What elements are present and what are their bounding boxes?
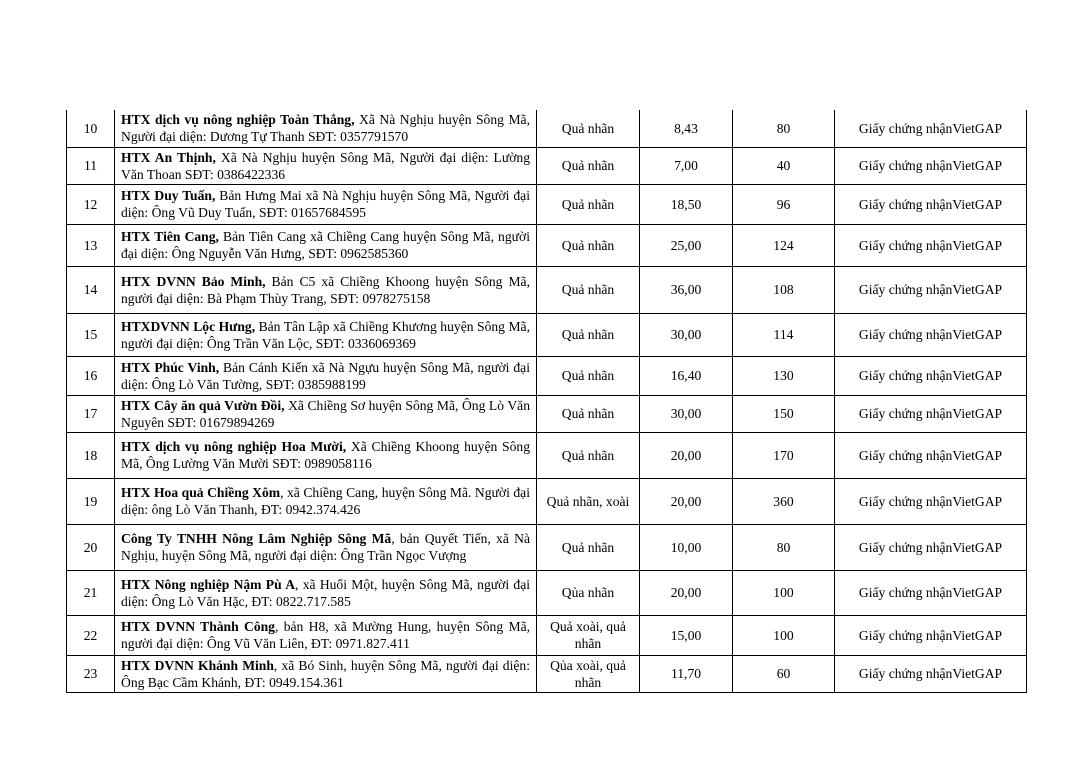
area-value: 18,50 <box>640 184 733 224</box>
area-value: 20,00 <box>640 478 733 524</box>
product: Quả nhãn <box>537 524 640 570</box>
table-row <box>67 395 1027 432</box>
cooperative-description <box>115 524 537 570</box>
cooperative-details: Xã Nà Nghịu huyện Sông Mã, Người đại diện: Dương Tự Thanh SĐT: 0357791570 <box>121 112 530 145</box>
area-value: 10,00 <box>640 524 733 570</box>
area-value: 11,70 <box>640 655 733 692</box>
table-row <box>67 266 1027 313</box>
cooperative-description <box>115 655 537 692</box>
cooperative-description <box>115 184 537 224</box>
cooperative-details: Bản C5 xã Chiềng Khoong huyện Sông Mã, người đại diện: Bà Phạm Thùy Trang, SĐT: 0978275158 <box>121 273 530 306</box>
cooperative-name: HTX DVNN Bảo Minh, <box>121 273 266 289</box>
row-number: 23 <box>67 655 115 692</box>
yield-value: 114 <box>733 313 835 356</box>
product: Quả nhãn <box>537 266 640 313</box>
table-body <box>67 110 1027 692</box>
cooperative-description <box>115 432 537 478</box>
yield-value: 150 <box>733 395 835 432</box>
cooperative-details: Bản Hưng Mai xã Nà Nghịu huyện Sông Mã, Người đại diện: Ông Vũ Duy Tuấn, SĐT: 01657684595 <box>121 188 530 220</box>
yield-value: 80 <box>733 110 835 147</box>
cooperative-description <box>115 478 537 524</box>
row-number: 17 <box>67 395 115 432</box>
product: Quả nhãn <box>537 432 640 478</box>
cooperative-details: , xã Bó Sinh, huyện Sông Mã, người đại diện: Ông Bạc Cầm Khánh, ĐT: 0949.154.361 <box>121 657 530 690</box>
table-row <box>67 147 1027 184</box>
cooperative-details: Xã Chiềng Sơ huyện Sông Mã, Ông Lò Văn Nguyên SĐT: 01679894269 <box>121 397 530 430</box>
area-value: 20,00 <box>640 432 733 478</box>
cooperative-name: HTX Tiên Cang, <box>121 229 219 244</box>
certification: Giấy chứng nhậnVietGAP <box>835 147 1027 184</box>
certification: Giấy chứng nhậnVietGAP <box>835 395 1027 432</box>
certification: Giấy chứng nhậnVietGAP <box>835 266 1027 313</box>
area-value: 16,40 <box>640 356 733 395</box>
yield-value: 124 <box>733 224 835 266</box>
cooperative-name: HTX DVNN Khánh Minh <box>121 657 274 673</box>
product: Quả nhãn <box>537 224 640 266</box>
product: Quả nhãn <box>537 356 640 395</box>
cooperative-name: HTX Phúc Vinh, <box>121 359 220 375</box>
table-row <box>67 184 1027 224</box>
yield-value: 360 <box>733 478 835 524</box>
area-value: 15,00 <box>640 615 733 655</box>
row-number: 13 <box>67 224 115 266</box>
row-number: 20 <box>67 524 115 570</box>
table-row <box>67 478 1027 524</box>
yield-value: 40 <box>733 147 835 184</box>
row-number: 10 <box>67 110 115 147</box>
cooperative-details: Bản Tiên Cang xã Chiềng Cang huyện Sông Mã, người đại diện: Ông Nguyễn Văn Hưng, SĐT: 0962585360 <box>121 229 530 261</box>
yield-value: 100 <box>733 615 835 655</box>
table-row <box>67 110 1027 147</box>
cooperative-details: Bản Tân Lập xã Chiềng Khương huyện Sông Mã, người đại diện: Ông Trần Văn Lộc, SĐT: 0336069369 <box>121 318 530 351</box>
area-value: 20,00 <box>640 570 733 615</box>
certification: Giấy chứng nhậnVietGAP <box>835 478 1027 524</box>
cooperative-details: , xã Huổi Một, huyện Sông Mã, người đại diện: Ông Lò Văn Hặc, ĐT: 0822.717.585 <box>121 576 530 609</box>
cooperative-name: HTX Duy Tuấn, <box>121 188 216 203</box>
table-row <box>67 570 1027 615</box>
product: Quả nhãn <box>537 184 640 224</box>
table-row <box>67 356 1027 395</box>
cooperative-description <box>115 313 537 356</box>
cooperative-description <box>115 266 537 313</box>
product: Quả nhãn <box>537 313 640 356</box>
cooperative-description <box>115 570 537 615</box>
yield-value: 170 <box>733 432 835 478</box>
table-row <box>67 224 1027 266</box>
cooperative-description <box>115 147 537 184</box>
area-value: 36,00 <box>640 266 733 313</box>
certification: Giấy chứng nhậnVietGAP <box>835 313 1027 356</box>
certification: Giấy chứng nhậnVietGAP <box>835 655 1027 692</box>
cooperative-details: Xã Chiềng Khoong huyện Sông Mã, Ông Lường Văn Mười SĐT: 0989058116 <box>121 439 531 471</box>
cooperative-name: HTX Hoa quả Chiềng Xôm <box>121 485 281 500</box>
row-number: 15 <box>67 313 115 356</box>
cooperative-description <box>115 356 537 395</box>
yield-value: 96 <box>733 184 835 224</box>
product: Quả xoài, quả nhãn <box>537 615 640 655</box>
cooperative-description <box>115 224 537 266</box>
yield-value: 80 <box>733 524 835 570</box>
cooperative-details: , bản H8, xã Mường Hung, huyện Sông Mã, người đại diện: Ông Vũ Văn Liên, ĐT: 0971.827.411 <box>121 619 530 651</box>
cooperative-name: HTX dịch vụ nông nghiệp Hoa Mười, <box>121 439 347 454</box>
row-number: 18 <box>67 432 115 478</box>
yield-value: 130 <box>733 356 835 395</box>
area-value: 8,43 <box>640 110 733 147</box>
yield-value: 108 <box>733 266 835 313</box>
area-value: 30,00 <box>640 313 733 356</box>
row-number: 21 <box>67 570 115 615</box>
certification: Giấy chứng nhậnVietGAP <box>835 224 1027 266</box>
yield-value: 100 <box>733 570 835 615</box>
certification: Giấy chứng nhậnVietGAP <box>835 184 1027 224</box>
cooperative-description <box>115 110 537 147</box>
cooperative-description <box>115 615 537 655</box>
row-number: 19 <box>67 478 115 524</box>
area-value: 7,00 <box>640 147 733 184</box>
cooperative-name: HTX An Thịnh, <box>121 149 216 165</box>
table-row <box>67 524 1027 570</box>
product: Quả nhãn <box>537 395 640 432</box>
product: Quả nhãn <box>537 147 640 184</box>
product: Qủa nhãn <box>537 570 640 615</box>
cooperative-details: Xã Nà Nghịu huyện Sông Mã, Người đại diện: Lường Văn Thoan SĐT: 0386422336 <box>121 149 530 182</box>
certification: Giấy chứng nhậnVietGAP <box>835 356 1027 395</box>
certification: Giấy chứng nhậnVietGAP <box>835 432 1027 478</box>
row-number: 14 <box>67 266 115 313</box>
yield-value: 60 <box>733 655 835 692</box>
certification: Giấy chứng nhậnVietGAP <box>835 524 1027 570</box>
certification: Giấy chứng nhậnVietGAP <box>835 615 1027 655</box>
certification: Giấy chứng nhậnVietGAP <box>835 570 1027 615</box>
row-number: 11 <box>67 147 115 184</box>
table-row <box>67 313 1027 356</box>
row-number: 22 <box>67 615 115 655</box>
cooperative-details: , xã Chiềng Cang, huyện Sông Mã. Người đại diện: ông Lò Văn Thanh, ĐT: 0942.374.426 <box>121 485 530 517</box>
cooperative-details: , bản Quyết Tiến, xã Nà Nghịu, huyện Sông Mã, người đại diện: Ông Trần Ngọc Vượng <box>121 531 530 563</box>
product: Quả nhãn, xoài <box>537 478 640 524</box>
row-number: 16 <box>67 356 115 395</box>
product: Qủa xoài, quả nhãn <box>537 655 640 692</box>
area-value: 30,00 <box>640 395 733 432</box>
area-value: 25,00 <box>640 224 733 266</box>
table-row <box>67 615 1027 655</box>
cooperative-name: Công Ty TNHH Nông Lâm Nghiệp Sông Mã <box>121 531 392 546</box>
product: Quả nhãn <box>537 110 640 147</box>
cooperative-name: HTX dịch vụ nông nghiệp Toàn Thắng, <box>121 112 355 128</box>
cooperative-name: HTX DVNN Thành Công <box>121 619 275 634</box>
cooperative-description <box>115 395 537 432</box>
cooperatives-table <box>66 110 1027 693</box>
row-number: 12 <box>67 184 115 224</box>
certification: Giấy chứng nhậnVietGAP <box>835 110 1027 147</box>
table-row <box>67 655 1027 692</box>
cooperative-name: HTX Nông nghiệp Nậm Pù A <box>121 576 296 592</box>
cooperative-details: Bản Cánh Kiến xã Nà Ngựu huyện Sông Mã, người đại diện: Ông Lò Văn Tường, SĐT: 0385988199 <box>121 359 530 392</box>
cooperative-name: HTX Cây ăn quả Vườn Đồi, <box>121 397 285 413</box>
table-row <box>67 432 1027 478</box>
cooperative-name: HTXDVNN Lộc Hưng, <box>121 318 256 334</box>
